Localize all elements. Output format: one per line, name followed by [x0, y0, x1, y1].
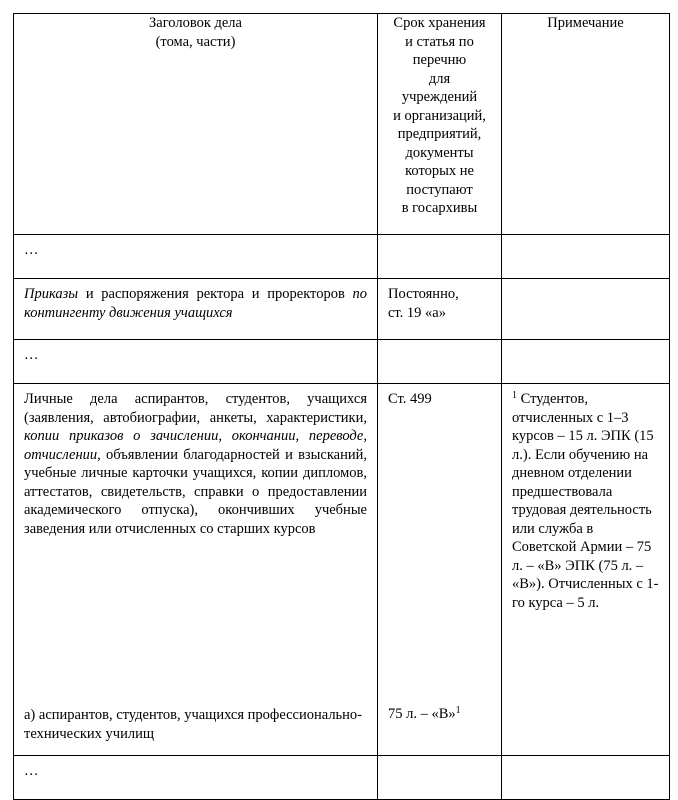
subitem-a-title [24, 706, 367, 743]
personal-files-title-cell [14, 384, 378, 756]
orders-term-cell [378, 279, 502, 340]
ellipsis-cell [14, 235, 378, 279]
header-retention-term-text: Срок хранения и статья по перечню для учреждений и организаций, предприятий, документы которых не поступают в госархивы [393, 15, 486, 216]
header-case-title-text: Заголовок дела (тома, части) [149, 15, 242, 50]
subitem-a-term [388, 705, 461, 724]
personal-files-title-part-2: объявлении благодарностей и взысканий, учебные личные карточки учащихся, копии дипломов, аттестатов, свидетельств, справки о предоставлении академического отпуска), окончивших учебные заведения или отчисленных со старших курсов [24, 446, 367, 537]
table-row [14, 384, 670, 756]
footnote-marker: 1 [455, 704, 461, 716]
personal-files-title [24, 390, 367, 538]
table-row [14, 279, 670, 340]
header-case-title [14, 14, 378, 235]
footnote-marker: 1 [512, 390, 517, 401]
table-row [14, 235, 670, 279]
nomenclature-table [13, 13, 670, 800]
ellipsis-text: … [24, 763, 39, 779]
ellipsis-text: … [24, 242, 39, 258]
personal-files-title-italic: копии приказов о зачислении, окончании, переводе, отчислении, [24, 428, 367, 463]
subitem-a-term-text: 75 л. – «В» [388, 705, 456, 722]
ellipsis-cell [14, 340, 378, 384]
orders-title-italic-2: по контингенту движения учащихся [24, 286, 367, 321]
header-row [14, 14, 670, 235]
empty-cell [378, 235, 502, 279]
header-note-text: Примечание [547, 15, 624, 31]
personal-files-term-cell [378, 384, 502, 756]
orders-term-text: Постоянно, ст. 19 «а» [388, 286, 459, 321]
empty-cell [502, 279, 670, 340]
subitem-a-title-text: а) аспирантов, студентов, учащихся профессионально-технических училищ [24, 707, 363, 742]
ellipsis-text: … [24, 347, 39, 363]
empty-cell [502, 235, 670, 279]
personal-files-term: Ст. 499 [388, 391, 432, 407]
empty-cell [378, 756, 502, 800]
table-row [14, 756, 670, 800]
empty-cell [502, 340, 670, 384]
ellipsis-cell [14, 756, 378, 800]
header-retention-term [378, 14, 502, 235]
personal-files-note-cell [502, 384, 670, 756]
empty-cell [378, 340, 502, 384]
table-row [14, 340, 670, 384]
personal-files-title-part-1: Личные дела аспирантов, студентов, учащихся (заявления, автобиографии, анкеты, характеристики, [24, 391, 367, 426]
personal-files-note-text: Студентов, отчисленных с 1–3 курсов – 15 л. ЭПК (15 л.). Если обучению на дневном отделении предшествовала трудовая деятельность или служба в Советской Армии – 75 л. – «В» ЭПК (75 л. – «В»). Отчисленных с 1-го курса – 5 л. [512, 391, 659, 611]
header-note [502, 14, 670, 235]
orders-title-plain-1: и распоряжения ректора и проректоров [78, 286, 353, 302]
orders-title-cell [14, 279, 378, 340]
orders-title-italic-1: Приказы [24, 286, 79, 302]
empty-cell [502, 756, 670, 800]
